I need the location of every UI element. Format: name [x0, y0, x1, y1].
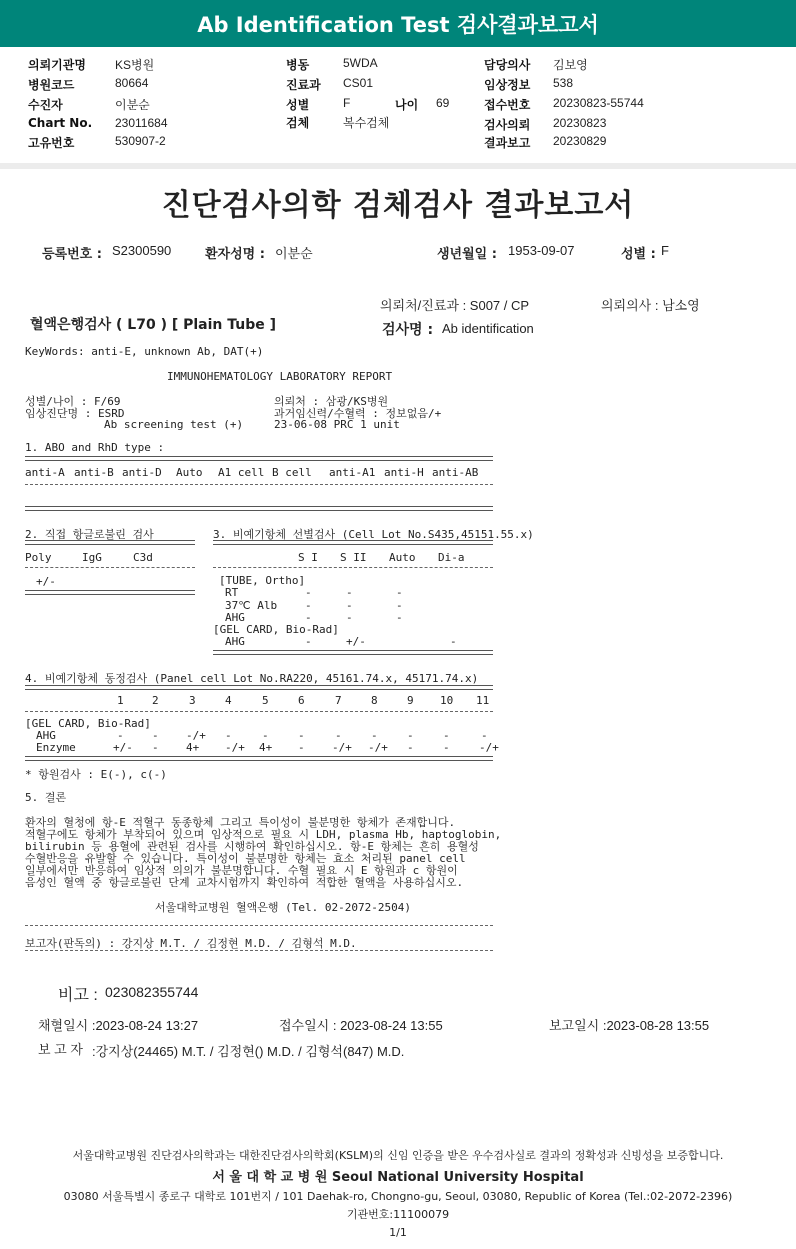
panel-header: 9 — [407, 694, 414, 707]
history: 과거임신력/수혈력 : 정보없음/+ — [274, 407, 442, 420]
antigen-test: * 항원검사 : E(-), c(-) — [25, 768, 167, 781]
panel-cell: -/+ — [368, 741, 388, 754]
receive-time: 접수일시 : 2023-08-24 13:55 — [279, 1018, 443, 1033]
panel-cell: - — [481, 729, 488, 742]
conclusion-line: 환자의 혈청에 항-E 적혈구 동종항체 그리고 특이성이 불분명한 항체가 존재합니다. — [25, 816, 456, 829]
doctor-info: 의뢰의사 : 남소영 — [601, 298, 700, 313]
info-value: 530907-2 — [115, 134, 166, 148]
panel-cell: - — [152, 729, 159, 742]
panel-header: 5 — [262, 694, 269, 707]
diagnosis: 임상진단명 : ESRD — [25, 407, 125, 420]
info-value: 복수검체 — [343, 116, 390, 130]
conclusion-line: 일부에서만 반응하여 임상적 의의가 불분명합니다. 수혈 필요 시 E 항원과 c 항원이 — [25, 864, 458, 877]
conclusion-line: 적혈구에도 항체가 부착되어 있으며 임상적으로 필요 시 LDH, plasma Hb, haptoglobin, — [25, 828, 502, 841]
abo-header: Auto — [176, 466, 203, 479]
cert-statement: 서울대학교병원 진단검사의학과는 대한진단검사의학회(KSLM)의 신임 인증을 받은 우수검사실로 결과의 정확성과 신빙성을 보증합니다. — [72, 1149, 724, 1162]
report-title: 진단검사의학 검체검사 결과보고서 — [161, 188, 635, 223]
screen-cell: - — [346, 586, 353, 599]
panel-header: 4 — [225, 694, 232, 707]
collect-time: 채혈일시 :2023-08-24 13:27 — [38, 1018, 199, 1033]
panel-cell: -/+ — [186, 729, 206, 742]
screen-header: S II — [340, 551, 367, 564]
note-value: 023082355744 — [105, 984, 199, 1000]
dept-info: 의뢰처/진료과 : S007 / CP — [380, 298, 530, 313]
reg-label: 등록번호 : — [42, 247, 102, 262]
double-rule — [25, 540, 195, 545]
double-rule — [213, 540, 493, 545]
panel-header: 7 — [335, 694, 342, 707]
note-label: 비고 : — [58, 987, 98, 1004]
panel-header: 6 — [298, 694, 305, 707]
exam-label: 검사명 : — [382, 322, 434, 338]
panel-cell: - — [117, 729, 124, 742]
section-3-title: 3. 비예기항체 선별검사 (Cell Lot No.S435,45151.55.x) — [213, 528, 534, 541]
info-label: 고유번호 — [28, 136, 75, 150]
dashed-rule — [25, 567, 195, 568]
double-rule — [25, 756, 493, 761]
sex-value: F — [661, 243, 669, 258]
double-rule — [25, 590, 195, 595]
info-label: 임상정보 — [484, 78, 531, 92]
section-5-title: 5. 결론 — [25, 791, 67, 804]
requester: 의뢰처 : 삼광/KS병원 — [274, 395, 389, 408]
info-label: 진료과 — [286, 78, 321, 92]
abo-header: anti-A1 — [329, 466, 376, 479]
double-rule — [25, 456, 493, 461]
dashed-rule — [25, 711, 493, 712]
hospital-name: 서 울 대 학 교 병 원 Seoul National University Hospital — [212, 1170, 584, 1185]
info-value: CS01 — [343, 76, 374, 90]
panel-cell: - — [443, 729, 450, 742]
reg-value: S2300590 — [112, 243, 172, 258]
info-value: F — [343, 96, 351, 110]
exam-value: Ab identification — [442, 321, 534, 336]
info-label: 의뢰기관명 — [28, 58, 86, 72]
info-label: 수진자 — [28, 98, 63, 112]
report-time: 보고일시 :2023-08-28 13:55 — [549, 1018, 710, 1033]
dashed-rule — [25, 925, 493, 926]
tube-label: [TUBE, Ortho] — [219, 574, 306, 587]
panel-header: 10 — [440, 694, 454, 707]
dat-header: C3d — [133, 551, 153, 564]
panel-cell: - — [225, 729, 232, 742]
panel-header: 8 — [371, 694, 378, 707]
screening-note: Ab screening test (+) — [104, 418, 244, 431]
panel-cell: +/- — [113, 741, 133, 754]
gel-label: [GEL CARD, Bio-Rad] — [213, 623, 339, 636]
panel-header: 2 — [152, 694, 159, 707]
panel-cell: - — [407, 741, 414, 754]
screen-cell: - — [346, 599, 353, 612]
screen-row-label: RT — [225, 586, 239, 599]
info-label: 병원코드 — [28, 78, 75, 92]
hospital-address: 03080 서울특별시 종로구 대학로 101번지 / 101 Daehak-ro, Chongno-gu, Seoul, 03080, Republic of Korea (Tel.:02-2072-2396) — [63, 1190, 733, 1203]
panel-header: 1 — [117, 694, 124, 707]
conclusion-line: 수혈반응을 유발할 수 있습니다. 특이성이 불분명한 항체는 효소 처리된 panel cell — [25, 852, 466, 865]
name-value: 이분순 — [275, 246, 313, 261]
panel-cell: - — [152, 741, 159, 754]
section-4-title: 4. 비예기항체 동정검사 (Panel cell Lot No.RA220, 45161.74.x, 45171.74.x) — [25, 672, 479, 685]
info-label: Chart No. — [28, 116, 93, 130]
dob-value: 1953-09-07 — [508, 243, 575, 258]
info-label: 담당의사 — [484, 58, 531, 72]
screen-cell: - — [450, 635, 457, 648]
screen-cell: - — [396, 611, 403, 624]
double-rule — [25, 506, 493, 511]
abo-header: anti-H — [384, 466, 424, 479]
info-value: 20230823-55744 — [553, 96, 644, 110]
info-label: 검사의뢰 — [484, 118, 531, 132]
reporter-label: 보 고 자 — [38, 1042, 83, 1057]
screen-cell: - — [305, 586, 312, 599]
info-value: 김보영 — [553, 58, 588, 72]
abo-header: anti-A — [25, 466, 65, 479]
screen-cell: - — [305, 635, 312, 648]
dashed-rule — [25, 484, 493, 485]
report-header — [0, 0, 796, 47]
org-number: 기관번호:11100079 — [346, 1208, 450, 1221]
blood-bank-contact: 서울대학교병원 혈액은행 (Tel. 02-2072-2504) — [155, 901, 411, 914]
panel-cell: - — [262, 729, 269, 742]
double-rule — [25, 685, 493, 690]
test-name: 혈액은행검사 ( L70 ) [ Plain Tube ] — [30, 317, 277, 333]
panel-row-label: Enzyme — [36, 741, 76, 754]
screen-cell: - — [396, 599, 403, 612]
info-value: 20230823 — [553, 116, 607, 130]
panel-gel-label: [GEL CARD, Bio-Rad] — [25, 717, 151, 730]
panel-header: 11 — [476, 694, 490, 707]
panel-cell: - — [298, 741, 305, 754]
info-value: 20230829 — [553, 134, 607, 148]
lab-heading: IMMUNOHEMATOLOGY LABORATORY REPORT — [167, 370, 393, 383]
prc: 23-06-08 PRC 1 unit — [274, 418, 400, 431]
panel-row-label: AHG — [36, 729, 56, 742]
panel-cell: 4+ — [186, 741, 200, 754]
dat-header: IgG — [82, 551, 102, 564]
panel-cell: - — [407, 729, 414, 742]
reporter-value: :강지상(24465) M.T. / 김정현() M.D. / 김형석(847) M.D. — [92, 1044, 405, 1059]
info-value: 5WDA — [343, 56, 378, 70]
patient-info-panel — [0, 47, 796, 165]
dashed-rule — [25, 950, 493, 951]
panel-cell: -/+ — [332, 741, 352, 754]
abo-header: anti-D — [122, 466, 162, 479]
abo-header: anti-AB — [432, 466, 479, 479]
screen-cell: - — [346, 611, 353, 624]
info-label: 결과보고 — [484, 136, 531, 150]
info-value: 23011684 — [115, 116, 168, 130]
screen-row-label: AHG — [225, 635, 245, 648]
info-value: 80664 — [115, 76, 149, 90]
screen-header: Di-a — [438, 551, 465, 564]
info-label: 성별 — [286, 98, 310, 112]
panel-cell: -/+ — [479, 741, 499, 754]
dashed-rule — [213, 567, 493, 568]
section-separator — [0, 163, 796, 169]
sex-age: 성별/나이 : F/69 — [25, 395, 121, 408]
panel-cell: - — [443, 741, 450, 754]
panel-cell: 4+ — [259, 741, 273, 754]
info-value: 69 — [436, 96, 450, 110]
screen-cell: - — [305, 599, 312, 612]
keywords: KeyWords: anti-E, unknown Ab, DAT(+) — [25, 345, 264, 358]
reporters: 보고자(판독의) : 강지상 M.T. / 김정현 M.D. / 김형석 M.D. — [25, 937, 357, 950]
screen-header: S I — [298, 551, 318, 564]
screen-cell: - — [305, 611, 312, 624]
info-label: 나이 — [395, 98, 419, 112]
abo-header: A1 cell — [218, 466, 265, 479]
screen-header: Auto — [389, 551, 416, 564]
panel-header: 3 — [189, 694, 196, 707]
conclusion-line: bilirubin 등 용혈에 관련된 검사를 시행하여 확인하십시오. 항-E 항체는 흔히 용혈성 — [25, 840, 479, 853]
screen-cell: - — [396, 586, 403, 599]
info-value: 538 — [553, 76, 574, 90]
info-value: KS병원 — [115, 58, 155, 72]
header-title: Ab Identification Test 검사결과보고서 — [197, 12, 599, 37]
double-rule — [213, 650, 493, 655]
panel-cell: - — [298, 729, 305, 742]
page-number: 1/1 — [389, 1226, 407, 1239]
section-2-title: 2. 직접 항글로불린 검사 — [25, 528, 154, 541]
dob-label: 생년월일 : — [437, 247, 497, 262]
panel-cell: -/+ — [225, 741, 245, 754]
panel-cell: - — [371, 729, 378, 742]
info-value: 이분순 — [115, 98, 150, 112]
info-label: 접수번호 — [484, 98, 531, 112]
abo-header: anti-B — [74, 466, 114, 479]
screen-row-label: AHG — [225, 611, 245, 624]
section-1-title: 1. ABO and RhD type : — [25, 441, 165, 454]
abo-header: B cell — [272, 466, 312, 479]
dat-header: Poly — [25, 551, 52, 564]
screen-cell: +/- — [346, 635, 366, 648]
panel-cell: - — [335, 729, 342, 742]
name-label: 환자성명 : — [205, 247, 265, 262]
dat-result: +/- — [36, 575, 56, 588]
screen-row-label: 37℃ Alb — [225, 599, 278, 612]
conclusion-line: 음성인 혈액 중 항글로불린 단계 교차시험까지 확인하여 적합한 혈액을 사용하십시오. — [25, 876, 464, 889]
sex-label: 성별 : — [621, 247, 656, 262]
info-label: 검체 — [286, 116, 310, 130]
info-label: 병동 — [286, 58, 310, 72]
